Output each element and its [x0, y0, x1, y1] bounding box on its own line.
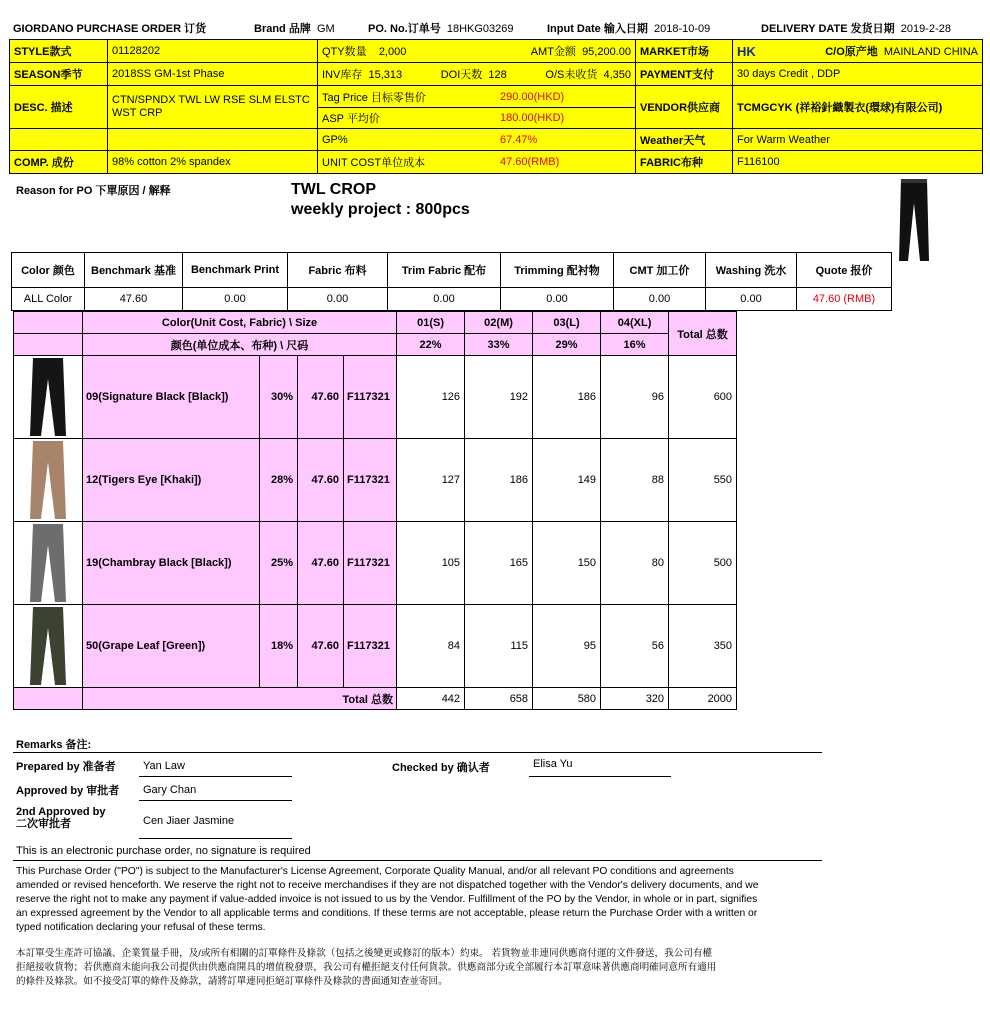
os-value: 4,350	[603, 69, 631, 81]
signature-line	[139, 838, 292, 839]
qty-xl: 80	[601, 522, 669, 605]
size-header-en: Color(Unit Cost, Fabric) \ Size	[83, 312, 397, 334]
qty-label: QTY数量	[322, 46, 367, 58]
color-cost: 47.60	[298, 605, 344, 688]
unit-cost-value: 47.60(RMB)	[500, 156, 560, 168]
gp-value: 67.47%	[500, 133, 538, 146]
pants-swatch-icon	[28, 606, 68, 686]
vendor-label: VENDOR供应商	[636, 86, 733, 129]
tag-price-value: 290.00(HKD)	[500, 90, 565, 103]
market-label: MARKET市场	[636, 40, 733, 63]
color-fabric: F117321	[344, 356, 397, 439]
cost-header-fabric: Fabric 布料	[288, 253, 388, 288]
signature-line	[139, 776, 292, 777]
color-fabric: F117321	[344, 439, 397, 522]
cost-cell-quote: 47.60 (RMB)	[797, 288, 892, 311]
size-header-xl: 04(XL)	[601, 312, 669, 334]
qty-m: 115	[465, 605, 533, 688]
cost-cell-benchmark-print: 0.00	[183, 288, 288, 311]
empty-cell	[10, 129, 108, 151]
table-row	[14, 439, 737, 522]
swatch-cell	[14, 605, 83, 688]
cost-header-benchmark-print: Benchmark Print	[183, 253, 288, 288]
inv-doi-os-cell	[318, 63, 636, 86]
approved-by-label: Approved by 审批者	[16, 785, 120, 797]
qty-amt-cell	[318, 40, 636, 63]
reason-line-1: TWL CROP	[291, 181, 377, 198]
remarks-label: Remarks 备注:	[16, 739, 92, 751]
second-approved-label	[16, 806, 105, 830]
table-row	[14, 356, 737, 439]
color-name: 50(Grape Leaf [Green])	[83, 605, 260, 688]
season-value: 2018SS GM-1st Phase	[108, 63, 318, 86]
total-l: 580	[533, 688, 601, 710]
cost-cell-washing: 0.00	[706, 288, 797, 311]
market-value: HK	[737, 43, 756, 59]
po-title: GIORDANO PURCHASE ORDER 订货	[13, 23, 207, 35]
market-co-cell	[733, 40, 983, 63]
delivery-date-label: DELIVERY DATE 发货日期	[761, 23, 895, 35]
co-label: C/O原产地	[825, 46, 878, 58]
size-pct-m: 33%	[465, 334, 533, 356]
qty-s: 127	[397, 439, 465, 522]
season-label: SEASON季节	[10, 63, 108, 86]
size-header-m: 02(M)	[465, 312, 533, 334]
checked-by-label: Checked by 确认者	[392, 762, 490, 774]
qty-total: 550	[669, 439, 737, 522]
pants-swatch-icon	[28, 523, 68, 603]
signature-line	[529, 776, 671, 777]
second-approved-label-cn: 二次审批者	[16, 818, 71, 830]
qty-l: 150	[533, 522, 601, 605]
brand-label: Brand 品牌	[254, 23, 311, 35]
cost-header-quote: Quote 报价	[797, 253, 892, 288]
totals-label: Total 总数	[83, 688, 397, 710]
divider	[13, 752, 822, 753]
style-label: STYLE款式	[10, 40, 108, 63]
total-m: 658	[465, 688, 533, 710]
tag-price-label: Tag Price 目标零售价	[322, 91, 426, 104]
reason-line-2: weekly project : 800pcs	[291, 201, 470, 218]
electronic-note: This is an electronic purchase order, no signature is required	[16, 845, 311, 857]
qty-xl: 96	[601, 356, 669, 439]
terms-cn-line: 的條件及條款。如不接受訂單的條件及條款，請將訂單連同拒絕訂單條件及條款的書面通知查並寄回。	[16, 976, 448, 987]
qty-value: 2,000	[378, 46, 407, 58]
weather-value: For Warm Weather	[733, 129, 983, 151]
cost-breakdown-table	[11, 252, 892, 311]
table-row	[14, 522, 737, 605]
cost-header-trim-fabric: Trim Fabric 配布	[388, 253, 501, 288]
qty-s: 84	[397, 605, 465, 688]
reason-label: Reason for PO 下單原因 / 解释	[16, 185, 171, 197]
amt-value: 95,200.00	[582, 46, 631, 58]
color-cost: 47.60	[298, 356, 344, 439]
po-number-value: 18HKG03269	[446, 23, 514, 35]
co-value: MAINLAND CHINA	[883, 46, 978, 58]
qty-l: 186	[533, 356, 601, 439]
size-pct-l: 29%	[533, 334, 601, 356]
swatch-cell	[14, 522, 83, 605]
prepared-by-label: Prepared by 准备者	[16, 761, 116, 773]
input-date-label: Input Date 输入日期	[547, 23, 648, 35]
style-value: 01128202	[108, 40, 318, 63]
second-approved-value: Cen Jiaer Jasmine	[143, 815, 235, 827]
qty-m: 165	[465, 522, 533, 605]
po-info-grid	[9, 39, 983, 174]
os-label: O/S未收货	[545, 69, 598, 81]
po-number-label: PO. No.订单号	[368, 23, 441, 35]
qty-l: 149	[533, 439, 601, 522]
size-header-l: 03(L)	[533, 312, 601, 334]
terms-english	[16, 865, 822, 935]
cost-cell-trim-fabric: 0.00	[388, 288, 501, 311]
vendor-value: TCMGCYK (祥裕針織製衣(環球)有限公司)	[733, 86, 983, 129]
weather-label: Weather天气	[636, 129, 733, 151]
qty-s: 126	[397, 356, 465, 439]
terms-cn-line: 本訂單受生產許可協議、企業質量手冊，及/或所有相關的訂單條件及條款（包括之後變更或修訂的版本）約束。 若貨物並非連同供應商付運的文件發送，我公司有權	[16, 948, 713, 959]
doi-value: 128	[488, 69, 507, 81]
input-date-value: 2018-10-09	[653, 23, 711, 35]
qty-l: 95	[533, 605, 601, 688]
grand-total: 2000	[669, 688, 737, 710]
color-cost: 47.60	[298, 522, 344, 605]
input-date-field	[547, 20, 710, 36]
color-pct: 25%	[260, 522, 298, 605]
color-pct: 30%	[260, 356, 298, 439]
amt-label: AMT金额	[530, 46, 576, 58]
terms-en-line: reserve the right not to make any payment if value-added invoice is not issued to us by the Vendor. Fulfillment of the PO by the Vendor, in whole or in part, signifies	[16, 894, 758, 905]
cost-cell-benchmark: 47.60	[85, 288, 183, 311]
size-header-cn: 颜色(单位成本、布种) \ 尺码	[83, 334, 397, 356]
size-corner-cell	[14, 334, 83, 356]
size-corner-cell	[14, 312, 83, 334]
terms-en-line: an expressed agreement by the Vendor to all applicable terms and conditions. If these terms are not acceptable, please return the Purchase Order with a written or	[16, 908, 758, 919]
delivery-date-value: 2019-2-28	[900, 23, 951, 35]
gp-cell	[318, 129, 636, 151]
color-pct: 18%	[260, 605, 298, 688]
color-cost: 47.60	[298, 439, 344, 522]
empty-cell	[108, 129, 318, 151]
price-cell	[318, 86, 636, 129]
second-approved-label-en: 2nd Approved by	[16, 806, 106, 818]
gp-label: GP%	[322, 133, 348, 146]
payment-value: 30 days Credit , DDP	[733, 63, 983, 86]
asp-label: ASP 平均价	[322, 113, 380, 125]
total-s: 442	[397, 688, 465, 710]
qty-total: 500	[669, 522, 737, 605]
pants-swatch-icon	[28, 440, 68, 520]
size-header-s: 01(S)	[397, 312, 465, 334]
checked-by-value: Elisa Yu	[533, 758, 573, 770]
terms-en-line: This Purchase Order ("PO") is subject to the Manufacturer's License Agreement, Corporate Quality Manual, and/or all relevant PO conditions and agreements	[16, 866, 734, 877]
asp-value: 180.00(HKD)	[500, 112, 565, 124]
payment-label: PAYMENT支付	[636, 63, 733, 86]
terms-en-line: amended or revised henceforth. We reserve the right not to receive merchandises if they are not dispatched together with the Vendor's delivery documents, and we	[16, 880, 759, 891]
totals-row	[14, 688, 737, 710]
color-pct: 28%	[260, 439, 298, 522]
cost-cell-color: ALL Color	[12, 288, 85, 311]
divider	[13, 860, 822, 861]
inv-label: INV库存	[322, 69, 363, 81]
terms-cn-line: 拒絕接收貨物；若供應商未能向我公司提供由供應商開具的增值稅發票，我公司有權拒絕支付任何貨款。供應商部分或全部履行本訂單意味著供應商明確同意所有適用	[16, 962, 717, 973]
desc-value-cell	[108, 86, 318, 129]
terms-en-line: typed notification declaring your refusal of these terms.	[16, 922, 266, 933]
qty-s: 105	[397, 522, 465, 605]
cost-header-cmt: CMT 加工价	[614, 253, 706, 288]
qty-xl: 56	[601, 605, 669, 688]
doi-label: DOI天数	[440, 69, 483, 81]
color-name: 09(Signature Black [Black])	[83, 356, 260, 439]
brand-value: GM	[316, 23, 335, 35]
size-pct-s: 22%	[397, 334, 465, 356]
color-name: 19(Chambray Black [Black])	[83, 522, 260, 605]
product-thumbnail-icon	[893, 177, 935, 263]
unit-cost-cell	[318, 151, 636, 174]
prepared-by-value: Yan Law	[143, 760, 185, 772]
swatch-cell	[14, 439, 83, 522]
desc-label: DESC. 描述	[10, 86, 108, 129]
fabric-value: F116100	[733, 151, 983, 174]
delivery-date-field	[761, 20, 951, 36]
color-name: 12(Tigers Eye [Khaki])	[83, 439, 260, 522]
cost-header-washing: Washing 洗水	[706, 253, 797, 288]
brand-field	[254, 20, 335, 36]
po-number-field	[368, 20, 514, 36]
total-xl: 320	[601, 688, 669, 710]
cost-header-trimming: Trimming 配衬物	[501, 253, 614, 288]
unit-cost-label: UNIT COST单位成本	[322, 157, 426, 169]
desc-value-line-1: CTN/SPNDX TWL LW RSE SLM ELSTC	[112, 94, 310, 106]
cost-header-benchmark: Benchmark 基准	[85, 253, 183, 288]
comp-label: COMP. 成份	[10, 151, 108, 174]
totals-corner-cell	[14, 688, 83, 710]
pants-swatch-icon	[28, 357, 68, 437]
cost-cell-trimming: 0.00	[501, 288, 614, 311]
approved-by-value: Gary Chan	[143, 784, 197, 796]
cost-cell-fabric: 0.00	[288, 288, 388, 311]
color-fabric: F117321	[344, 605, 397, 688]
fabric-label: FABRIC布种	[636, 151, 733, 174]
cost-header-color: Color 颜色	[12, 253, 85, 288]
qty-xl: 88	[601, 439, 669, 522]
qty-total: 600	[669, 356, 737, 439]
inv-value: 15,313	[368, 69, 403, 81]
desc-value-line-2: WST CRP	[112, 107, 163, 119]
qty-total: 350	[669, 605, 737, 688]
comp-value: 98% cotton 2% spandex	[108, 151, 318, 174]
size-breakdown-table	[13, 311, 737, 710]
size-pct-xl: 16%	[601, 334, 669, 356]
table-row	[14, 605, 737, 688]
swatch-cell	[14, 356, 83, 439]
qty-m: 192	[465, 356, 533, 439]
cost-cell-cmt: 0.00	[614, 288, 706, 311]
size-header-total: Total 总数	[669, 312, 737, 356]
qty-m: 186	[465, 439, 533, 522]
color-fabric: F117321	[344, 522, 397, 605]
terms-chinese	[16, 947, 822, 989]
signature-line	[139, 800, 292, 801]
